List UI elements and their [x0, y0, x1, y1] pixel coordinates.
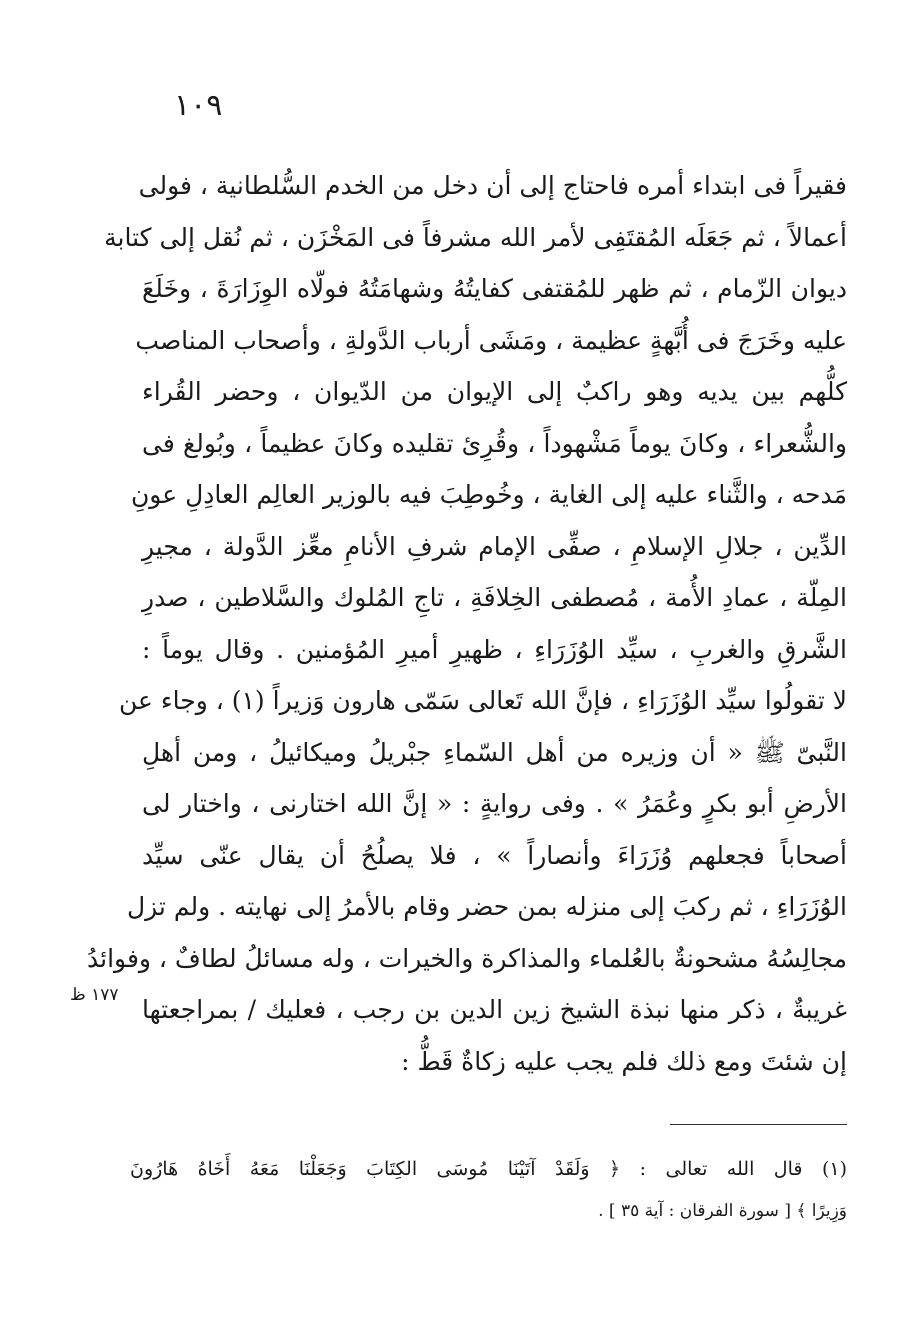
text-line-17: غريبةٌ ، ذكر منها نبذة الشيخ زين الدين بن رجب ، فعليك / بمراجعتها	[142, 995, 847, 1024]
text-line-5: كلُّهم بين يديه وهو راكبٌ إلى الإيوان من الدّيوان ، وحضر القُراء	[142, 377, 847, 406]
text-line-7: مَدحه ، والثَّناء عليه إلى الغاية ، وخُوطِبَ فيه بالوزير العالِم العادِلِ عونِ	[130, 480, 847, 509]
footnote-line-2: وَزِيرًا ﴾ [ سورة الفرقان : آية ٣٥ ] .	[598, 1201, 847, 1221]
footnotes	[130, 1148, 847, 1232]
text-line-2: أعمالاً ، ثم جَعَلَه المُقتَفِى لأمر الله مشرفاً فى المَخْزَن ، ثم نُقل إلى كتابة	[104, 222, 847, 252]
text-line-3: ديوان الزّمام ، ثم ظهر للمُقتفى كفايتُهُ وشهامَتُهُ فولّاه الوِزَارَةَ ، وخَلَعَ	[142, 274, 847, 303]
footnote-separator	[670, 1124, 847, 1125]
text-line-1: فقيراً فى ابتداء أمره فاحتاج إلى أن دخل من الخدم السُّلطانية ، فولى	[138, 171, 847, 200]
footnote-line-1: (١) قال الله تعالى : ﴿ وَلَقَدْ آتَيْنَا مُوسَى الكِتَابَ وَجَعَلْنَا مَعَهُ أَخَاهُ هَارُونَ	[130, 1158, 847, 1180]
text-line-4: عليه وخَرَجَ فى أُبَّهةٍ عظيمة ، ومَشَى أرباب الدَّولةِ ، وأصحاب المناصب	[135, 325, 847, 355]
text-line-9: المِلّة ، عمادِ الأُمة ، مُصطفى الخِلافَةِ ، تاجِ المُلوك والسَّلاطين ، صدرِ	[142, 583, 847, 612]
page-number: ١٠٩	[174, 88, 223, 123]
text-line-8: الدِّين ، جلالِ الإسلامِ ، صفِّى الإمام شرفِ الأنامِ معِّز الدَّولة ، مجيرِ	[142, 531, 847, 561]
text-line-11: لا تقولُوا سيِّد الوُزَرَاءِ ، فإنَّ الله تَعالى سَمّى هارون وَزيراً (١) ، وجاء عن	[118, 686, 847, 715]
text-line-16: مجالِسُهُ مشحونةٌ بالعُلماء والمذاكرة والخيرات ، وله مسائلُ لطافٌ ، وفوائدُ	[87, 943, 847, 973]
text-line-15: الوُزَرَاءِ ، ثم ركبَ إلى منزله بمن حضر وقام بالأمرُ إلى نهايته . ولم تزل	[126, 892, 847, 921]
text-line-13: الأرضِ أبو بكرٍ وعُمَرُ » . وفى روايةٍ : « إنَّ الله اختارنى ، واختار لى	[142, 789, 847, 818]
text-line-12: النَّبىّ ﷺ « أن وزيره من أهل السّماءِ جبْريلُ وميكائيلُ ، ومن أهلِ	[142, 737, 847, 767]
text-line-18: إن شئتَ ومع ذلك فلم يجب عليه زكاةٌ قَطُّ :	[401, 1046, 847, 1076]
text-line-10: الشَّرقِ والغربِ ، سيِّد الوُزَرَاءِ ، ظهيرِ أميرِ المُؤمنين . وقال يوماً :	[142, 634, 847, 664]
margin-folio-note: ١٧٧ ظ	[70, 985, 119, 1005]
text-line-6: والشُّعراء ، وكانَ يوماً مَشْهوداً ، وقُرِئ تقليده وكانَ عظيماً ، وبُولغ فى	[142, 428, 847, 458]
text-line-14: أصحاباً فجعلهم وُزَرَاءَ وأنصاراً » ، فلا يصلُحُ أن يقال عنّى سيِّد	[142, 840, 847, 870]
